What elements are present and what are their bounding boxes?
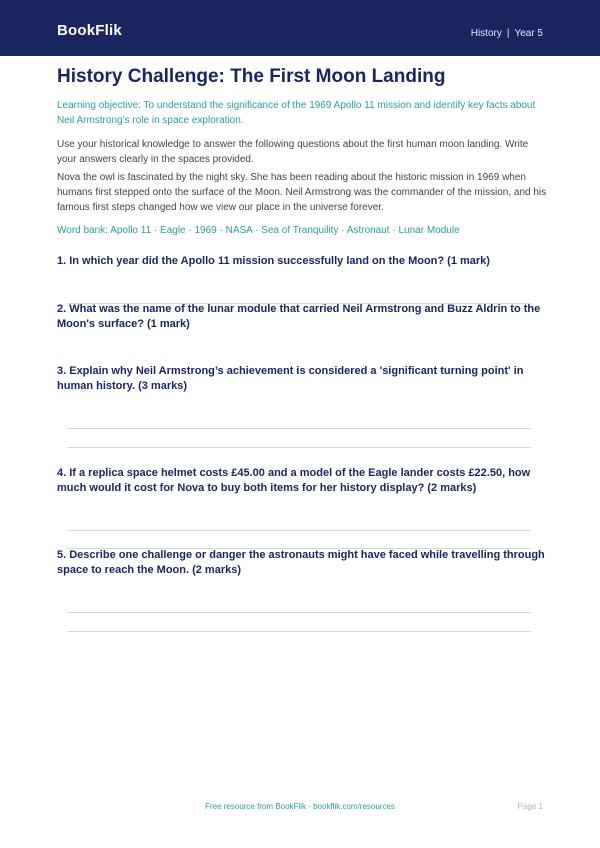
question-5: 5. Describe one challenge or danger the astronauts might have faced while travelling through space to reach the Moon. (2 marks) — [57, 549, 545, 576]
question-2: 2. What was the name of the lunar module that carried Neil Armstrong and Buzz Aldrin to the Moon's surface? (1 mark) — [57, 303, 541, 330]
question-3: 3. Explain why Neil Armstrong’s achievement is considered a 'significant turning point' in human history. (3 marks) — [57, 365, 524, 392]
answer-line[interactable] — [67, 428, 531, 429]
story-text: Nova the owl is fascinated by the night sky. She has been reading about the historic mission in 1969 when humans first stepped onto the surface of the Moon. Neil Armstrong was the commander of the mission, and his famous first steps changed how we view our place in the universe forever. — [57, 172, 547, 213]
meta-separator: | — [506, 28, 510, 39]
answer-line[interactable] — [67, 631, 531, 632]
page-number: Page 1 — [517, 802, 543, 811]
question-4: 4. If a replica space helmet costs £45.00 and a model of the Eagle lander costs £22.50, how much would it cost for Nova to buy both items for her history display? (2 marks) — [57, 467, 531, 494]
word-bank: Word bank: Apollo 11 · Eagle · 1969 · NASA · Sea of Tranquility · Astronaut · Lunar Module — [57, 225, 460, 236]
brand-logo[interactable]: BookFlik — [57, 22, 122, 39]
subject-label: History — [470, 28, 502, 39]
question-1: 1. In which year did the Apollo 11 mission successfully land on the Moon? (1 mark) — [57, 255, 490, 267]
answer-line[interactable] — [67, 447, 531, 448]
year-label: Year 5 — [514, 28, 543, 39]
instructions: Use your historical knowledge to answer the following questions about the first human moon landing. Write your answers clearly in the spaces provided. — [57, 139, 529, 165]
learning-objective: Learning objective: To understand the significance of the 1969 Apollo 11 mission and identify key facts about Neil Armstrong’s role in space exploration. — [57, 100, 536, 126]
header-bar — [0, 0, 600, 56]
answer-line[interactable] — [67, 530, 531, 531]
footer-source[interactable]: Free resource from BookFlik · bookflik.com/resources — [205, 802, 395, 811]
subject-year-label — [471, 28, 543, 39]
answer-line[interactable] — [67, 612, 531, 613]
page-title: History Challenge: The First Moon Landing — [57, 66, 446, 87]
